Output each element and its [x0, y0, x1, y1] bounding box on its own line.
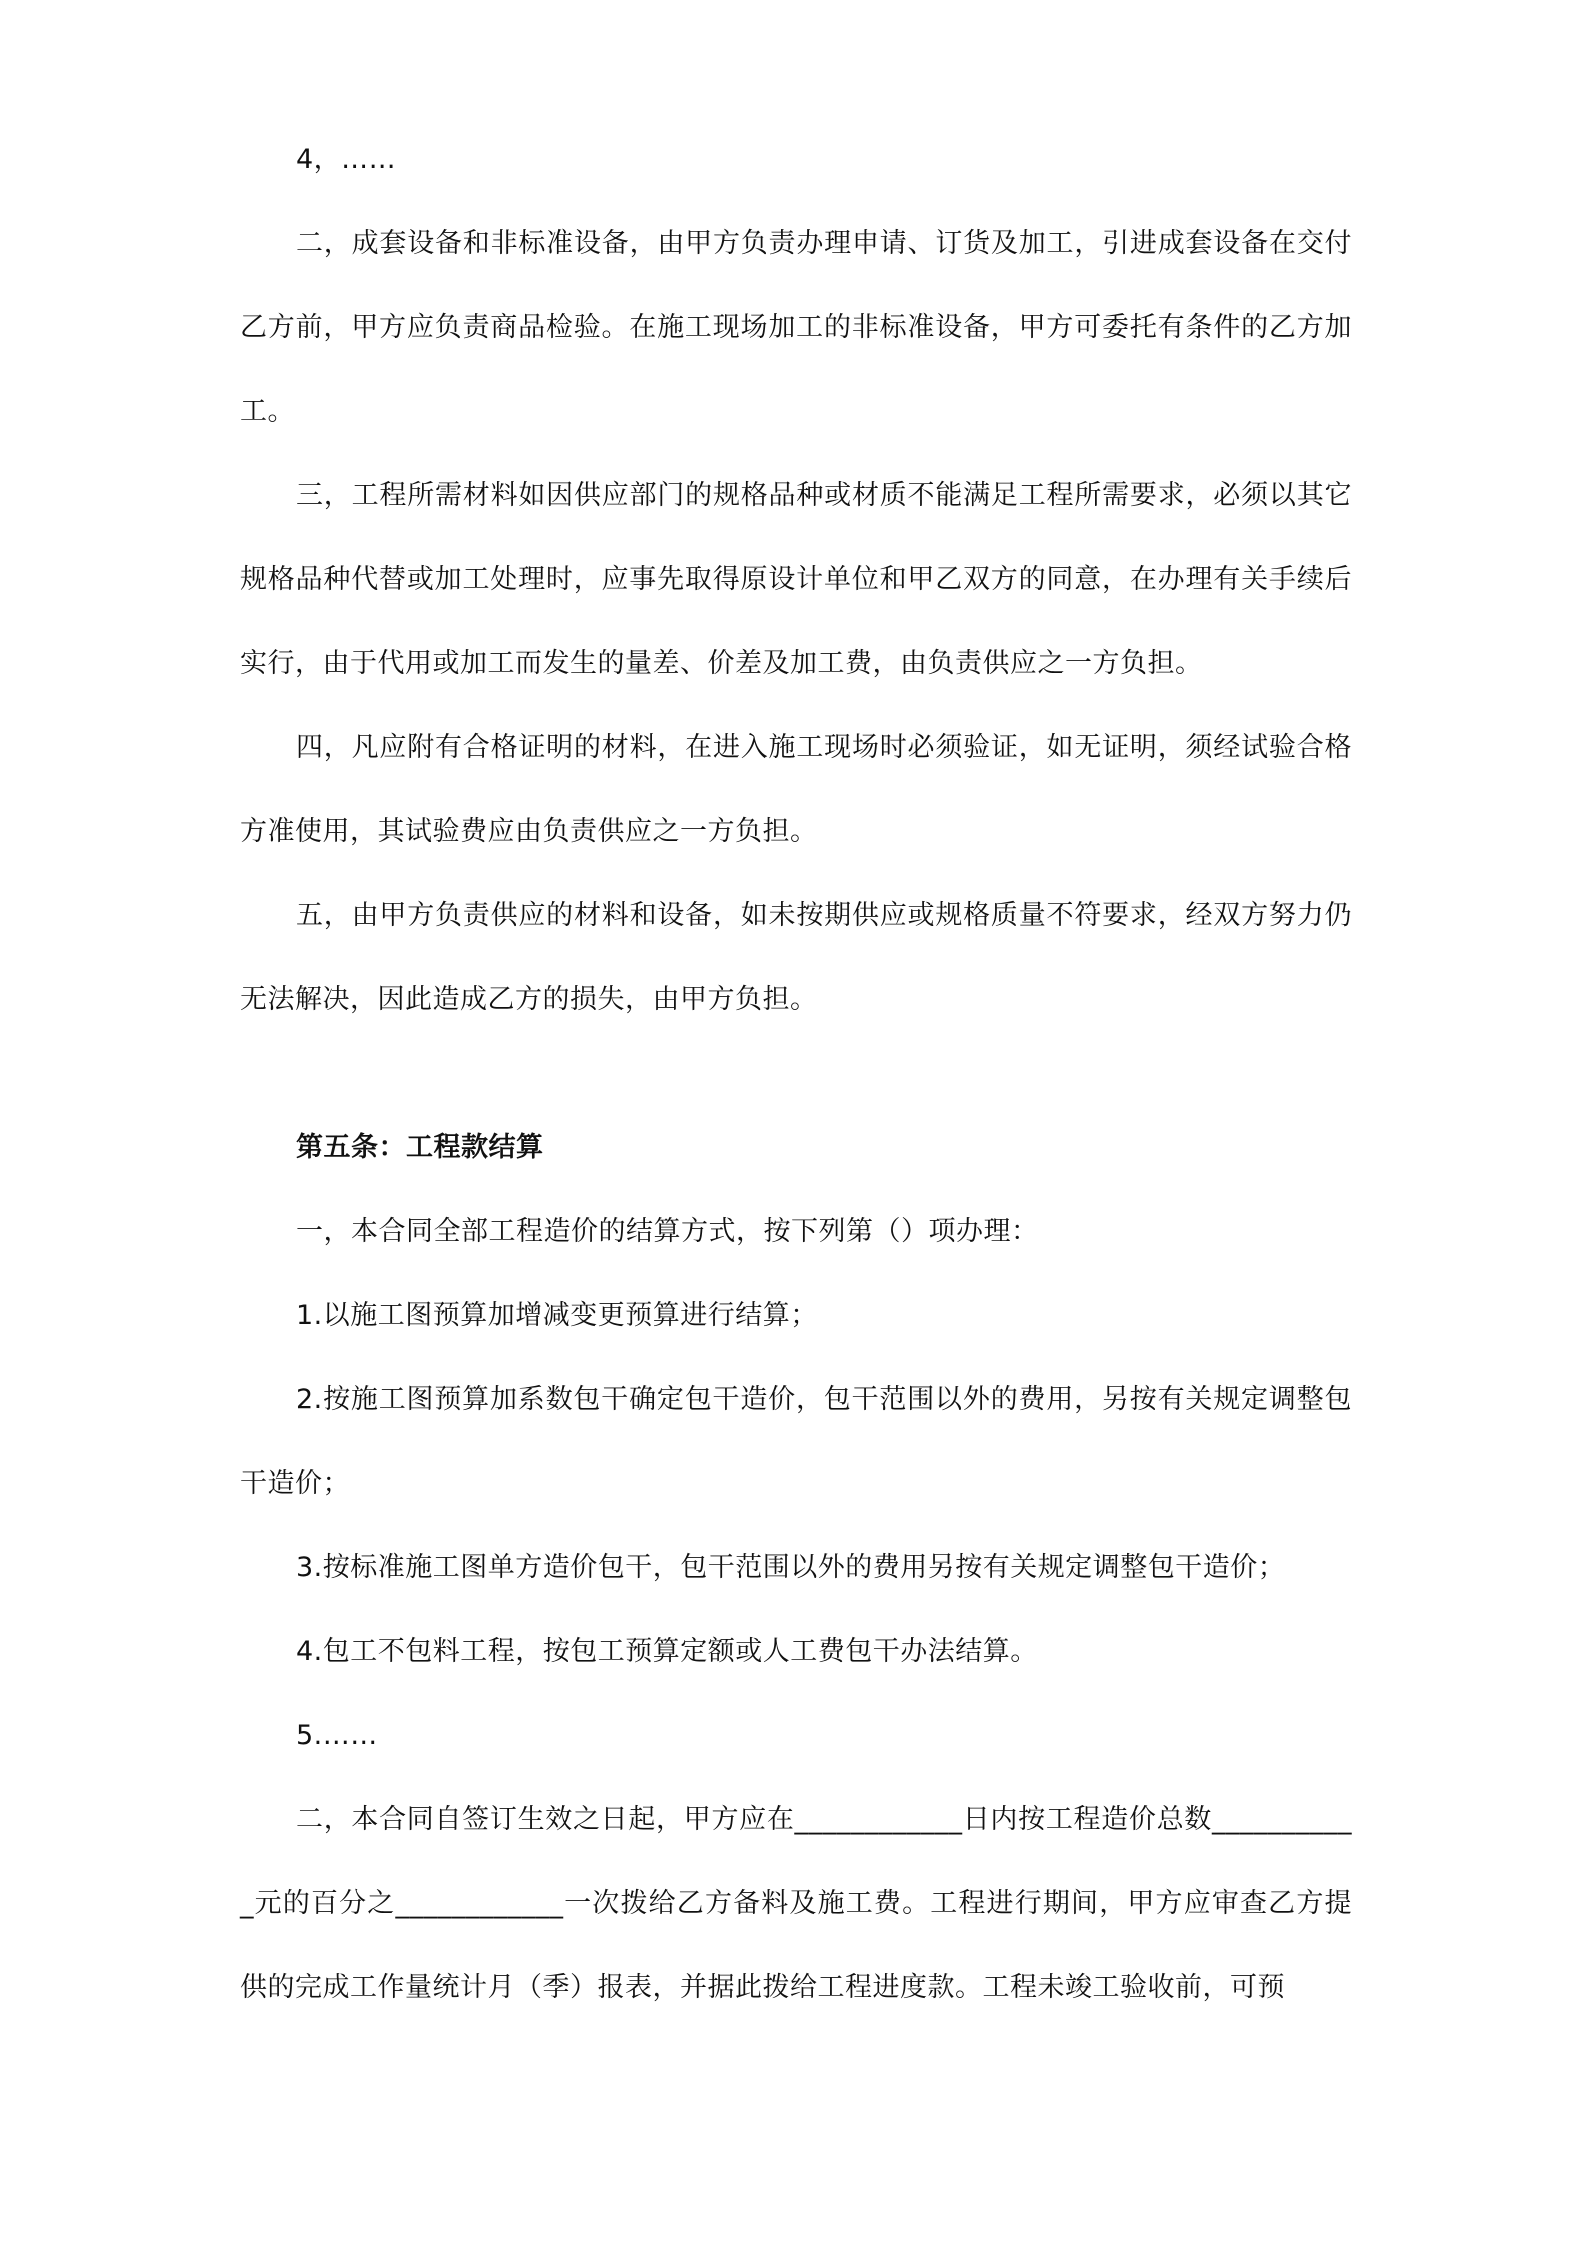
clause-item-4: 四，凡应附有合格证明的材料，在进入施工现场时必须验证，如无证明，须经试验合格方准使用，其试验费应由负责供应之一方负担。 [240, 732, 1352, 847]
clause-item-5: 五，由甲方负责供应的材料和设备，如未按期供应或规格质量不符要求，经双方努力仍无法解决，因此造成乙方的损失，由甲方负担。 [240, 900, 1352, 1015]
settlement-option-5: 5.…… [296, 1720, 378, 1751]
settlement-option-2: 2.按施工图预算加系数包干确定包干造价，包干范围以外的费用，另按有关规定调整包干造价； [240, 1384, 1352, 1499]
clause-item-2: 二，成套设备和非标准设备，由甲方负责办理申请、订货及加工，引进成套设备在交付乙方前，甲方应负责商品检验。在施工现场加工的非标准设备，甲方可委托有条件的乙方加工。 [240, 228, 1352, 427]
settlement-option-4: 4.包工不包料工程，按包工预算定额或人工费包干办法结算。 [296, 1636, 1038, 1667]
settlement-option-3: 3.按标准施工图单方造价包干，包干范围以外的费用另按有关规定调整包干造价； [296, 1552, 1286, 1583]
list-item-4: 4，…… [296, 144, 397, 175]
settlement-item-2: 二，本合同自签订生效之日起，甲方应在____________日内按工程造价总数___________元的百分之____________一次拨给乙方备料及施工费。工程进行期间，甲方应审查乙方提供的完成工作量统计月（季）报表，并据此拨给工程进度款。工程未竣工验收前，可预 [240, 1804, 1352, 2003]
section-heading: 第五条：工程款结算 [296, 1132, 544, 1163]
settlement-option-1: 1.以施工图预算加增减变更预算进行结算； [296, 1300, 818, 1331]
clause-item-3: 三，工程所需材料如因供应部门的规格品种或材质不能满足工程所需要求，必须以其它规格品种代替或加工处理时，应事先取得原设计单位和甲乙双方的同意，在办理有关手续后实行，由于代用或加工而发生的量差、价差及加工费，由负责供应之一方负担。 [240, 480, 1352, 679]
settlement-item-1: 一，本合同全部工程造价的结算方式，按下列第（）项办理： [296, 1216, 1039, 1247]
